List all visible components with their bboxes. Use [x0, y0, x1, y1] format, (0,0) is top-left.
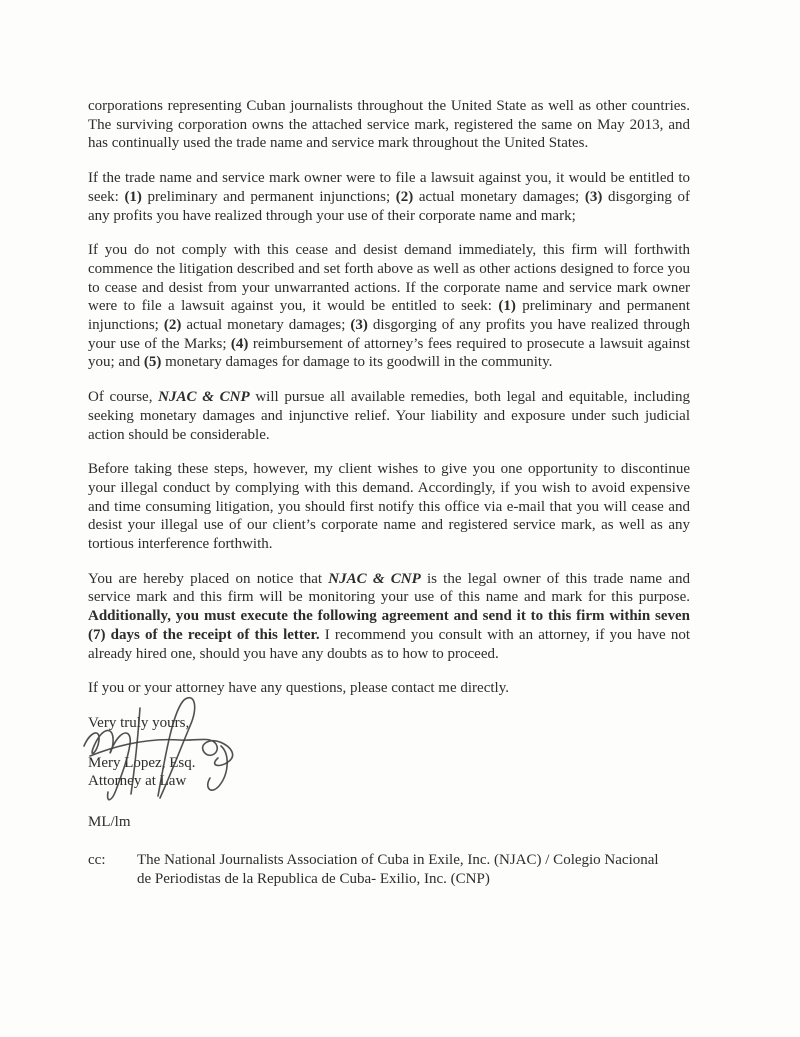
- cc-line-1: The National Journalists Association of Cuba in Exile, Inc. (NJAC) / Colegio Nacional: [137, 851, 659, 868]
- paragraph-4: Of course, NJAC & CNP will pursue all available remedies, both legal and equitable, including seeking monetary damages and injunctive relief. Your liability and exposure under such judicial action should be considerable.: [88, 389, 691, 443]
- paragraph-1: corporations representing Cuban journalists throughout the United State as well as other countries. The surviving corporation owns the attached service mark, registered the same on May 2013, and has continually used the trade name and service mark throughout the United States.: [88, 98, 690, 152]
- signer-name: Mery Lopez, Esq.: [88, 754, 196, 771]
- cc-line-2: de Periodistas de la Republica de Cuba- Exilio, Inc. (CNP): [137, 870, 490, 887]
- typist-reference: ML/lm: [88, 814, 131, 831]
- cc-block: [88, 851, 690, 888]
- valediction: Very truly yours,: [88, 714, 190, 731]
- paragraph-5: Before taking these steps, however, my client wishes to give you one opportunity to discontinue your illegal conduct by complying with this demand. Accordingly, if you wish to avoid expensive and time consuming litigation, you should first notify this office via e-mail that you will cease and desist your illegal use of our client’s corporate name and registered service mark, as well as any tortious interference forthwith.: [88, 461, 690, 553]
- paragraph-3: If you do not comply with this cease and desist demand immediately, this firm will forthwith commence the litigation described and set forth above as well as other actions designed to force you to cease and desist from your unwarranted actions. If the corporate name and service mark owner were to file a lawsuit against you, it would be entitled to seek: (1) preliminary and permanent injunctions; (2) actual monetary damages; (3) disgorging of any profits you have realized through your use of the Marks; (4) reimbursement of attorney’s fees required to prosecute a lawsuit against you; and (5) monetary damages for damage to its goodwill in the community.: [88, 242, 690, 371]
- cc-label: cc:: [88, 851, 106, 868]
- paragraph-6: You are hereby placed on notice that NJAC & CNP is the legal owner of this trade name and service mark and this firm will be monitoring your use of this name and mark for this purpose. Additionally, you must execute the following agreement and send it to this firm within seven (7) days of the receipt of this letter. I recommend you consult with an attorney, if you have not already hired one, should you have any doubts as to how to proceed.: [88, 570, 690, 662]
- signer-title: Attorney at Law: [88, 773, 187, 790]
- cc-recipients: [137, 851, 690, 888]
- paragraph-7: If you or your attorney have any questions, please contact me directly.: [88, 680, 509, 697]
- paragraph-2: If the trade name and service mark owner were to file a lawsuit against you, it would be entitled to seek: (1) preliminary and permanent injunctions; (2) actual monetary damages; (3) disgorging of any profits you have realized through your use of their corporate name and mark;: [88, 170, 690, 224]
- closing-block: [88, 714, 690, 791]
- signature-icon: [80, 694, 290, 809]
- letter-body: [88, 97, 690, 888]
